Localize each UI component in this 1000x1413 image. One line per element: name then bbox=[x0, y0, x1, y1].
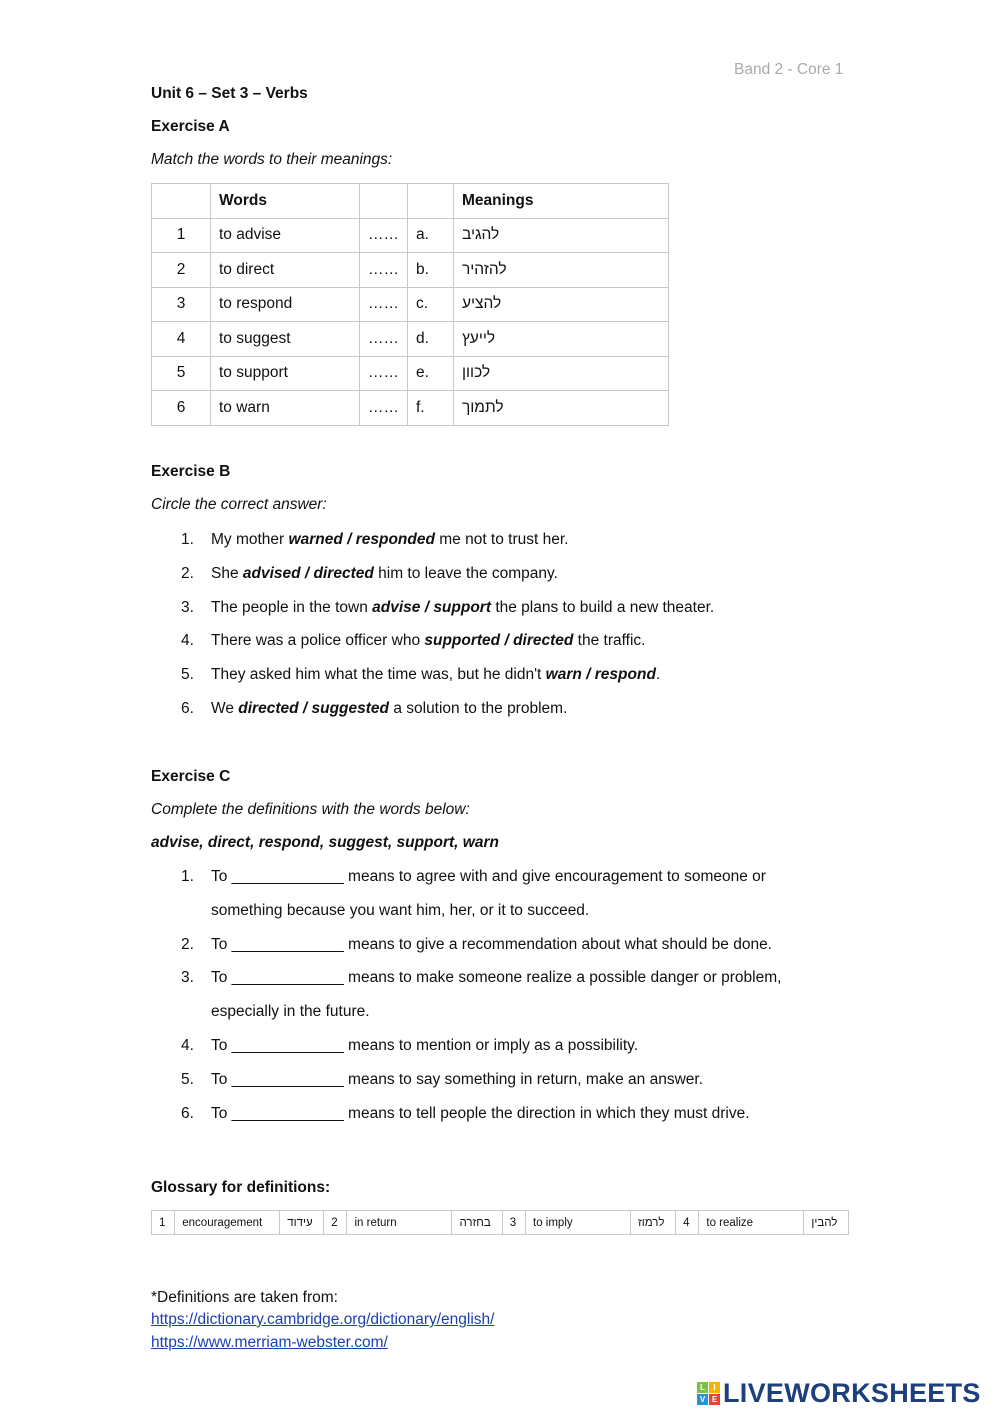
table-row bbox=[152, 322, 669, 357]
exercise-b-instruction: Circle the correct answer: bbox=[151, 496, 327, 513]
answer-blank[interactable]: …… bbox=[360, 356, 408, 391]
sentence-start: There was a police officer who bbox=[211, 632, 425, 650]
glossary-term: in return bbox=[347, 1211, 452, 1235]
item-number: 4. bbox=[181, 632, 194, 650]
word-cell: to respond bbox=[211, 287, 360, 322]
glossary-translation: עידוד bbox=[280, 1211, 324, 1235]
meaning-letter: f. bbox=[408, 391, 454, 426]
meaning-cell: לכוון bbox=[454, 356, 669, 391]
meaning-letter: d. bbox=[408, 322, 454, 357]
item-number: 6. bbox=[181, 1104, 194, 1122]
answer-blank[interactable]: …… bbox=[360, 391, 408, 426]
list-item bbox=[181, 1071, 703, 1089]
word-cell: to direct bbox=[211, 253, 360, 288]
sentence-end: the traffic. bbox=[573, 632, 646, 650]
list-item bbox=[181, 936, 772, 954]
word-cell: to advise bbox=[211, 218, 360, 253]
list-item bbox=[181, 599, 714, 617]
answer-blank[interactable]: …… bbox=[360, 218, 408, 253]
merriam-webster-link[interactable]: https://www.merriam-webster.com/ bbox=[151, 1334, 388, 1351]
meaning-cell: להציע bbox=[454, 287, 669, 322]
matching-table bbox=[151, 183, 669, 426]
meaning-cell: לייעץ bbox=[454, 322, 669, 357]
item-number: 1. bbox=[181, 868, 194, 885]
word-bank: advise, direct, respond, suggest, support, warn bbox=[151, 834, 499, 851]
table-row bbox=[152, 287, 669, 322]
sentence-end: . bbox=[655, 666, 661, 684]
answer-choices[interactable]: directed / suggested bbox=[238, 700, 390, 717]
word-cell: to support bbox=[211, 356, 360, 391]
meaning-cell: להגיב bbox=[454, 218, 669, 253]
definition-text[interactable]: To _____________ means to make someone realize a possible danger or problem, bbox=[211, 969, 782, 987]
glossary-number: 2 bbox=[324, 1211, 347, 1235]
list-item bbox=[181, 1105, 750, 1123]
table-row bbox=[152, 253, 669, 288]
glossary-number: 3 bbox=[502, 1211, 525, 1235]
meaning-letter: c. bbox=[408, 287, 454, 322]
logo-blocks-icon: L I V E bbox=[697, 1382, 720, 1405]
item-number: 1. bbox=[181, 531, 194, 548]
row-number: 6 bbox=[152, 391, 211, 426]
glossary-translation: לרמוז bbox=[631, 1211, 676, 1235]
answer-choices[interactable]: warn / respond bbox=[545, 666, 656, 684]
list-item bbox=[181, 700, 567, 718]
sentence-end: him to leave the company. bbox=[373, 564, 558, 582]
answer-choices[interactable]: advise / support bbox=[372, 598, 492, 616]
row-number: 3 bbox=[152, 287, 211, 322]
meaning-letter: e. bbox=[408, 356, 454, 391]
item-number: 6. bbox=[181, 700, 194, 717]
exercise-a-instruction: Match the words to their meanings: bbox=[151, 151, 393, 168]
row-number: 1 bbox=[152, 218, 211, 253]
glossary-term: to realize bbox=[699, 1211, 804, 1235]
sentence-end: me not to trust her. bbox=[434, 531, 569, 548]
row-number: 4 bbox=[152, 322, 211, 357]
exercise-b-title: Exercise B bbox=[151, 463, 231, 480]
item-number: 2. bbox=[181, 564, 194, 582]
glossary-term: encouragement bbox=[175, 1211, 280, 1235]
glossary-table bbox=[151, 1210, 849, 1235]
list-item bbox=[181, 666, 660, 684]
item-number: 5. bbox=[181, 1070, 194, 1088]
glossary-term: to imply bbox=[526, 1211, 631, 1235]
table-header-row bbox=[152, 184, 669, 219]
definitions-note: *Definitions are taken from: bbox=[151, 1289, 338, 1306]
sentence-start: The people in the town bbox=[211, 598, 373, 616]
cambridge-link[interactable]: https://dictionary.cambridge.org/dictionary/english/ bbox=[151, 1311, 495, 1328]
word-cell: to suggest bbox=[211, 322, 360, 357]
answer-blank[interactable]: …… bbox=[360, 253, 408, 288]
definition-text[interactable]: To _____________ means to agree with and give encouragement to someone or bbox=[211, 868, 766, 885]
word-cell: to warn bbox=[211, 391, 360, 426]
answer-choices[interactable]: supported / directed bbox=[424, 632, 574, 650]
sentence-end: a solution to the problem. bbox=[389, 700, 568, 717]
meaning-cell: לתמוך bbox=[454, 391, 669, 426]
table-row bbox=[152, 356, 669, 391]
list-item bbox=[181, 565, 558, 583]
answer-choices[interactable]: advised / directed bbox=[242, 564, 374, 582]
item-number: 3. bbox=[181, 598, 194, 616]
band-label: Band 2 - Core 1 bbox=[734, 61, 844, 78]
sentence-start: She bbox=[211, 564, 243, 582]
meaning-letter: b. bbox=[408, 253, 454, 288]
meanings-header: Meanings bbox=[454, 184, 669, 219]
list-item bbox=[181, 1037, 638, 1055]
definition-text[interactable]: To _____________ means to say something in return, make an answer. bbox=[211, 1070, 704, 1088]
glossary-number: 4 bbox=[676, 1211, 699, 1235]
liveworksheets-logo bbox=[697, 1378, 981, 1409]
words-header: Words bbox=[211, 184, 360, 219]
answer-choices[interactable]: warned / responded bbox=[288, 531, 435, 548]
glossary-translation: להבין bbox=[804, 1211, 849, 1235]
glossary-translation: בחזרה bbox=[452, 1211, 502, 1235]
sentence-start: We bbox=[211, 700, 239, 717]
definition-text[interactable]: To _____________ means to give a recommendation about what should be done. bbox=[211, 935, 772, 953]
item-number: 4. bbox=[181, 1037, 194, 1054]
definition-continuation: especially in the future. bbox=[211, 1003, 370, 1021]
answer-blank[interactable]: …… bbox=[360, 322, 408, 357]
exercise-c-title: Exercise C bbox=[151, 768, 231, 785]
sentence-end: the plans to build a new theater. bbox=[491, 598, 715, 616]
definition-continuation: something because you want him, her, or it to succeed. bbox=[211, 901, 590, 919]
sentence-start: They asked him what the time was, but he didn't bbox=[211, 666, 546, 684]
table-row bbox=[152, 391, 669, 426]
logo-text: LIVEWORKSHEETS bbox=[723, 1378, 981, 1408]
exercise-a-title: Exercise A bbox=[151, 118, 230, 135]
list-item bbox=[181, 632, 645, 650]
meaning-letter: a. bbox=[408, 218, 454, 253]
glossary-number: 1 bbox=[152, 1211, 175, 1235]
page-title: Unit 6 – Set 3 – Verbs bbox=[151, 85, 308, 102]
list-item bbox=[181, 531, 568, 549]
list-item bbox=[181, 868, 766, 886]
glossary-title: Glossary for definitions: bbox=[151, 1179, 331, 1196]
meaning-cell: להזהיר bbox=[454, 253, 669, 288]
sentence-start: My mother bbox=[211, 531, 289, 548]
exercise-c-instruction: Complete the definitions with the words below: bbox=[151, 801, 470, 818]
row-number: 2 bbox=[152, 253, 211, 288]
item-number: 5. bbox=[181, 666, 194, 684]
table-row bbox=[152, 218, 669, 253]
answer-blank[interactable]: …… bbox=[360, 287, 408, 322]
list-item bbox=[181, 969, 781, 987]
item-number: 2. bbox=[181, 935, 194, 953]
definition-text[interactable]: To _____________ means to mention or imply as a possibility. bbox=[211, 1037, 639, 1054]
row-number: 5 bbox=[152, 356, 211, 391]
definition-text[interactable]: To _____________ means to tell people the direction in which they must drive. bbox=[211, 1104, 750, 1122]
item-number: 3. bbox=[181, 969, 194, 987]
